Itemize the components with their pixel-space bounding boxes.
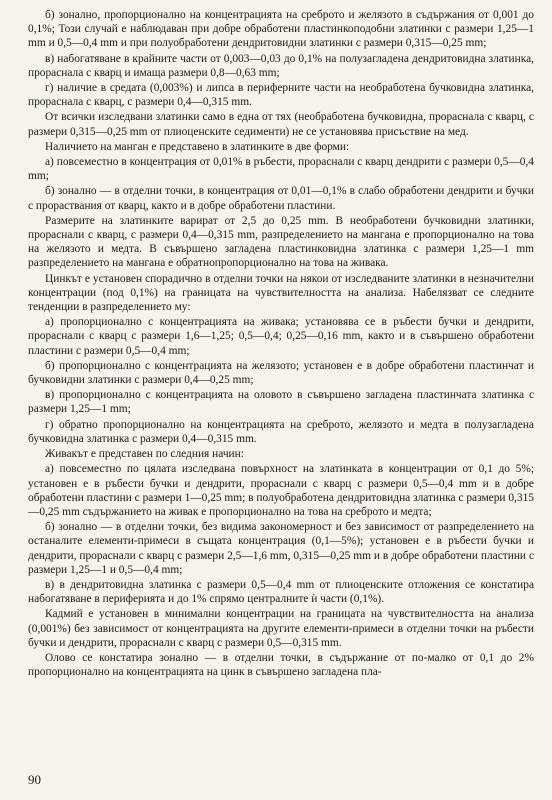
paragraph: г) наличие в средата (0,003%) и липса в периферните части на необработена бучковидна златинка, прораснала с кварц, с размери 0,4—0,315 mm.: [28, 82, 534, 109]
paragraph: а) пропорционално с концентрацията на живака; установява се в ръбести бучки и дендрити, прораснали с кварц с размери 1,6—1,25; 0,5—0,4; 0,25—0,16 mm, както и в съвършено обработени пластини с размери 0,5—0,4 mm;: [28, 316, 534, 357]
paragraph: б) зонално — в отделни точки, без видима закономерност и без зависимост от разпределението на останалите елементи-примеси в същата концентрация (0,1—5%); установен е в ръбести бучки и дендрити, прораснали с кварц с размери 2,5—1,6 mm, 0,315—0,25 mm и в добре обработени пластини с размери 1,25—1 и 0,5—0,4 mm;: [28, 521, 534, 576]
paragraph: Живакът е представен по следния начин:: [45, 448, 244, 461]
paragraph: г) обратно пропорционално на концентрацията на среброто, желязото и медта в полузагладена бучковидна златинка с размери 0,4—0,315 mm.: [28, 418, 534, 445]
paragraph: Кадмий е установен в минимални концентрации на границата на чувствителността на анализа (0,001%) без зависимост от концентрацията на другите елементи-примеси в отделни точки на ръбести бучки и дендрити, прораснали с кварц с размери 0,5—0,315 mm.: [28, 608, 534, 649]
paragraph: Олово се констатира зонално — в отделни точки, в съдържание от по-малко от 0,1 до 2% пропорционално на концентрацията на цинк в съвършено загладена пла-: [28, 651, 534, 679]
paragraph: Размерите на златинките варират от 2,5 до 0,25 mm. В необработени бучковидни златинки, прораснали с кварц, с размери 0,4—0,315 mm, разпределението на мангана е пропорционално на това на желязото и медта. В съвършено загладена пластинковидна златинка с размери 1,25—1 mm разпределението на мангана е обратнопропорционално на това на живака.: [28, 214, 534, 270]
paragraph: Наличието на манган е представено в златинките в две форми:: [45, 140, 350, 153]
paragraph: в) набогатяване в крайните части от 0,003—0,03 до 0,1% на полузагладена дендритовидна златинка, прораснала с кварц и имаща размери 0,8—0,63 mm;: [28, 52, 534, 79]
paragraph: б) зонално, пропорционално на концентрацията на среброто и желязото в съдържания от 0,001 до 0,1%; Този случай е наблюдаван при добре обработени пластинкоподобни златинки с размери 1,25—1 mm и 0,5—0,4 mm и при полуобработени дендритовидни златинки с размери 0,315—0,25 mm;: [28, 9, 534, 50]
paragraph: а) повсеместно по цялата изследвана повърхност на златинката в концентрации от 0,1 до 5%; установен е в ръбести бучки и дендрити, прораснали с кварц с размери 0,5—0,4 mm и в добре обработени пластини с размери 1—0,25 mm; в полуобработена дендритовидна златинка с размери 0,315—0,25 mm съдържанието на живак е пропорционално на това на среброто и медта;: [28, 463, 534, 518]
paragraph: а) повсеместно в концентрация от 0,01% в ръбести, прораснали с кварц дендрити с размери 0,5—0,4 mm;: [28, 156, 534, 183]
paragraph: б) пропорционално с концентрацията на желязото; установен е в добре обработени пластинчат и бучковидни златинки с размери 0,4—0,25 mm;: [28, 359, 534, 387]
paragraph: в) пропорционално с концентрацията на оловото в съвършено загладена пластинчата златинка с размери 1,25—1 mm;: [28, 389, 534, 416]
page-number: 90: [28, 772, 41, 787]
paragraph: От всички изследвани златинки само в една от тях (необработена бучковидна, прораснала с кварц, с размери 0,315—0,25 mm от плиоценските седименти) не се установява присъствие на мед.: [28, 111, 534, 138]
page-body: [28, 8, 534, 680]
paragraph: Цинкът е установен спорадично в отделни точки на някои от изследваните златинки в незначителни концентрации (под 0,1%) на границата на чувствителността на анализа. Набелязват се следните тенденции в разпределението му:: [28, 272, 534, 314]
paragraph: в) в дендритовидна златинка с размери 0,5—0,4 mm от плиоценските отложения се констатира набогатяване в периферията и до 1% спрямо централните ѝ части (0,1%).: [28, 578, 534, 606]
paragraph: б) зонално — в отделни точки, в концентрация от 0,01—0,1% в слабо обработени дендрити и бучки с прораствания от кварц, както и в добре обработени пластини.: [28, 185, 534, 212]
